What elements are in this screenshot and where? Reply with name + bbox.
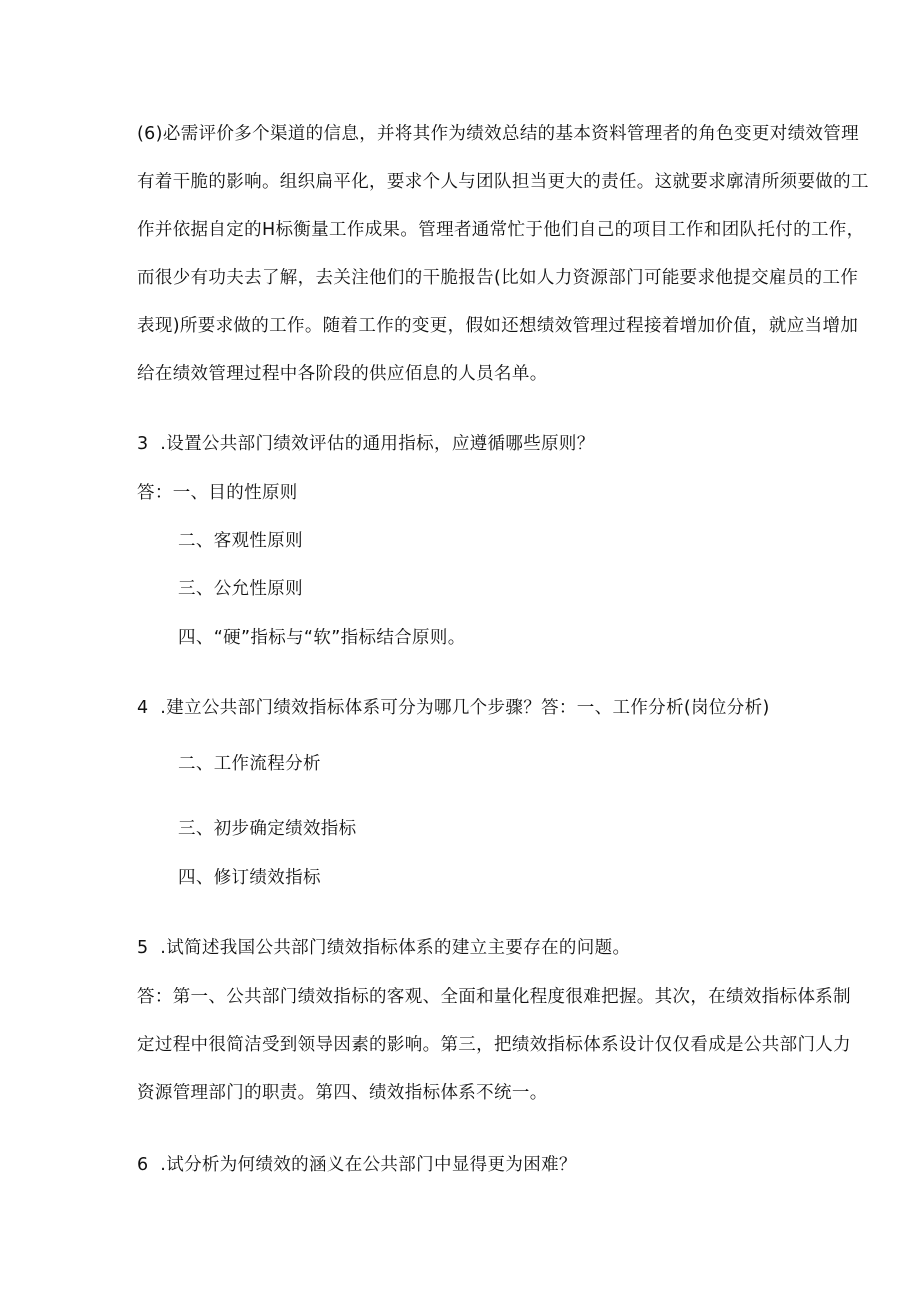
answer-3-item: 三、公允性原则 <box>178 579 303 599</box>
answer-4-item: 四、修订绩效指标 <box>178 868 321 888</box>
answer-5-line: 资源管理部门的职责。第四、绩效指标体系不统一。 <box>137 1083 548 1103</box>
paragraph-line: 作并依据自定的H标衡量工作成果。管理者通常忙于他们自己的项目工作和团队托付的工作， <box>137 220 865 240</box>
paragraph-line: 表现)所要求做的工作。随着工作的变更，假如还想绩效管理过程接着增加价值，就应当增加 <box>137 316 859 336</box>
paragraph-line: 给在绩效管理过程中各阶段的供应佰息的人员名单。 <box>137 364 548 384</box>
answer-4-item: 二、工作流程分析 <box>178 754 321 774</box>
paragraph-line: 而很少有功夫去了解，去关注他们的干脆报告(比如人力资源部门可能要求他提交雇员的工作 <box>137 268 859 288</box>
answer-3-first-line: 答：一、目的性原则 <box>137 483 298 503</box>
question-6-heading: 6 .试分析为何绩效的涵义在公共部门中显得更为困难？ <box>137 1155 577 1175</box>
question-4-heading: 4 .建立公共部门绩效指标体系可分为哪几个步骤？答：一、工作分析(岗位分析) <box>137 698 770 718</box>
paragraph-line: (6)必需评价多个渠道的信息，并将其作为绩效总结的基本资料管理者的角色变更对绩效管理 <box>137 124 859 144</box>
answer-5-line: 答：第一、公共部门绩效指标的客观、全面和量化程度很难把握。其次，在绩效指标体系制 <box>137 987 851 1007</box>
answer-3-item: 二、客观性原则 <box>178 531 303 551</box>
answer-4-item: 三、初步确定绩效指标 <box>178 819 357 839</box>
question-3-heading: 3 .设置公共部门绩效评估的通用指标，应遵循哪些原则？ <box>137 434 595 454</box>
answer-3-item: 四、“硬”指标与“软”指标结合原则。 <box>178 628 466 648</box>
paragraph-line: 有着干脆的影响。组织扁平化，要求个人与团队担当更大的责任。这就要求廓清所须要做的工 <box>137 172 869 192</box>
answer-5-line: 定过程中很简洁受到领导因素的影响。第三，把绩效指标体系设计仅仅看成是公共部门人力 <box>137 1035 851 1055</box>
question-5-heading: 5 .试简述我国公共部门绩效指标体系的建立主要存在的问题。 <box>137 938 631 958</box>
